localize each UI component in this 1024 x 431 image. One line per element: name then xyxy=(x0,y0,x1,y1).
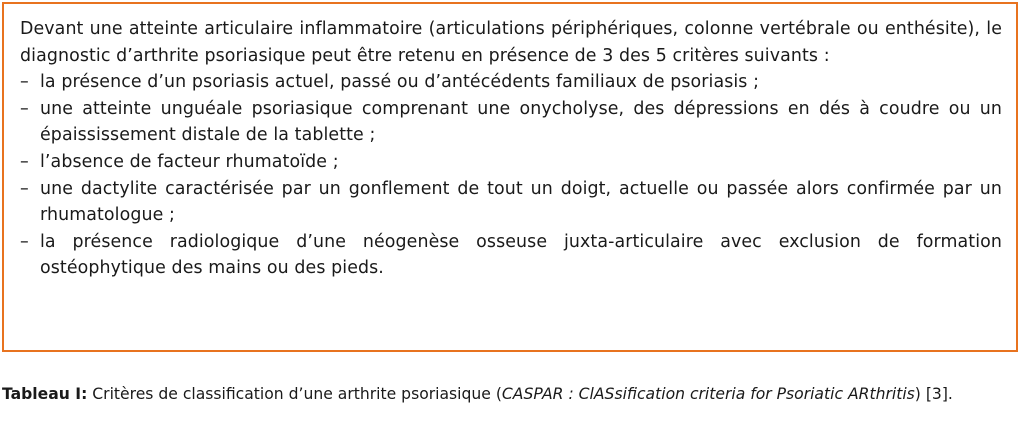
criteria-box xyxy=(2,2,1018,352)
criterion-item xyxy=(20,149,1002,176)
intro-text: Devant une atteinte articulaire inflammatoire (articulations périphériques, colonne vertébrale ou enthésite), le diagnostic d’arthrite psoriasique peut être retenu en présence de 3 des 5 critères suivants : xyxy=(20,19,1002,66)
dash-bullet: – xyxy=(20,231,29,252)
dash-bullet: – xyxy=(20,72,29,93)
criterion-item xyxy=(20,229,1002,282)
criterion-text: la présence radiologique d’une néogenèse osseuse juxta-articulaire avec exclusion de formation ostéophytique des mains ou des pieds. xyxy=(40,231,1002,279)
criterion-item xyxy=(20,69,1002,96)
caption-label: Tableau I: xyxy=(2,385,88,403)
criterion-text: une dactylite caractérisée par un gonflement de tout un doigt, actuelle ou passée alors confirmée par un rhumatologue ; xyxy=(40,178,1002,226)
criteria-list xyxy=(20,69,1002,282)
criterion-item xyxy=(20,96,1002,149)
caption-italic: CASPAR : ClASsification criteria for Psoriatic ARthritis xyxy=(501,385,915,403)
criterion-item xyxy=(20,176,1002,229)
table-caption xyxy=(2,383,1018,406)
criterion-text: une atteinte unguéale psoriasique comprenant une onycholyse, des dépressions en dés à coudre ou un épaississement distale de la tablette ; xyxy=(40,98,1002,146)
caption-text-after: ) [3]. xyxy=(914,385,953,403)
caption-text-before: Critères de classification d’une arthrite psoriasique ( xyxy=(87,385,502,403)
dash-bullet: – xyxy=(20,151,29,172)
dash-bullet: – xyxy=(20,178,29,199)
dash-bullet: – xyxy=(20,98,29,119)
criterion-text: la présence d’un psoriasis actuel, passé ou d’antécédents familiaux de psoriasis ; xyxy=(40,72,760,93)
criterion-text: l’absence de facteur rhumatoïde ; xyxy=(40,151,339,172)
